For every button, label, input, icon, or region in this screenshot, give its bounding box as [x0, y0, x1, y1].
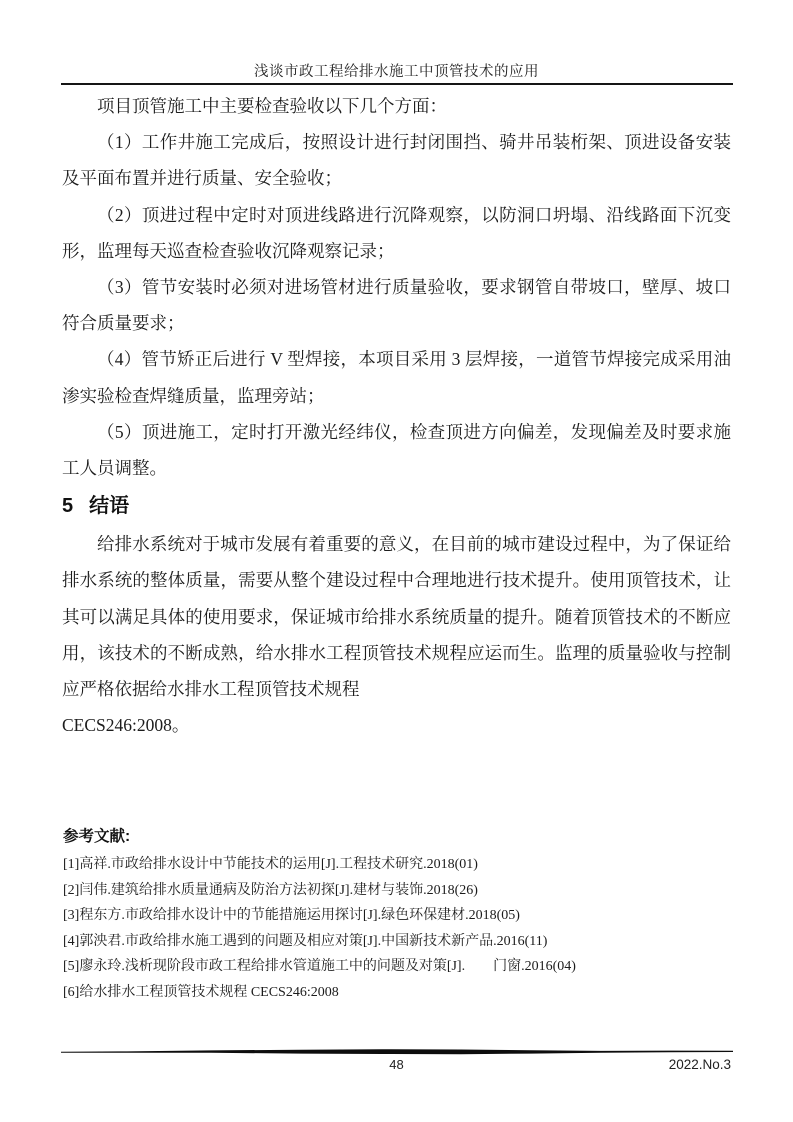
section-number: 5 — [62, 495, 74, 518]
page-number: 48 — [389, 1057, 404, 1072]
header-rule — [61, 83, 733, 85]
paragraph-intro: 项目顶管施工中主要检查验收以下几个方面： — [97, 96, 447, 116]
reference-item-1: [1]高祥.市政给排水设计中节能技术的运用[J].工程技术研究.2018(01) — [63, 857, 478, 872]
reference-item-5: [5]廖永玲.浅析现阶段市政工程给排水管道施工中的问题及对策[J]. 门窗.2016(04) — [63, 959, 576, 975]
section-heading-conclusion — [62, 486, 731, 526]
paragraph-item-4: （4）管节矫正后进行 V 型焊接，本项目采用 3 层焊接，一道管节焊接完成采用油渗实验检查焊缝质量，监理旁站； — [62, 349, 731, 406]
references-heading: 参考文献: — [63, 828, 131, 845]
issue-label: 2022.No.3 — [668, 1057, 731, 1072]
reference-item-3: [3]程东方.市政给排水设计中的节能措施运用探讨[J].绿色环保建材.2018(05) — [63, 908, 520, 924]
running-head-title: 浅谈市政工程给排水施工中顶管技术的应用 — [254, 64, 539, 80]
reference-item-4: [4]郭泱君.市政给排水施工遇到的问题及相应对策[J].中国新技术新产品.2016(11) — [63, 933, 548, 949]
paragraph-standard-code: CECS246:2008。 — [62, 715, 190, 736]
reference-item-2: [2]闫伟.建筑给排水质量通病及防治方法初探[J].建材与装饰.2018(26) — [63, 882, 478, 898]
article-body — [62, 88, 731, 743]
paragraph-conclusion: 给排水系统对于城市发展有着重要的意义，在目前的城市建设过程中，为了保证给排水系统的整体质量，需要从整个建设过程中合理地进行技术提升。使用顶管技术，让其可以满足具体的使用要求，保证城市给排水系统质量的提升。随着顶管技术的不断应用，该技术的不断成熟，给水排水工程顶管技术规程应运而生。监理的质量验收与控制应严格依据给水排水工程顶管技术规程 — [62, 534, 731, 700]
footer-rule — [61, 1049, 733, 1056]
paragraph-item-1: （1）工作井施工完成后，按照设计进行封闭围挡、骑井吊装桁架、顶进设备安装及平面布置并进行质量、安全验收； — [62, 132, 731, 189]
reference-item-6: [6]给水排水工程顶管技术规程 CECS246:2008 — [63, 984, 339, 1000]
paragraph-item-2: （2）顶进过程中定时对顶进线路进行沉降观察，以防洞口坍塌、沿线路面下沉变形，监理每天巡查检查验收沉降观察记录； — [62, 204, 731, 261]
section-title: 结语 — [89, 495, 130, 518]
paragraph-item-5: （5）顶进施工，定时打开激光经纬仪，检查顶进方向偏差，发现偏差及时要求施工人员调整。 — [62, 421, 731, 479]
references-section — [63, 822, 731, 1006]
paragraph-item-3: （3）管节安装时必须对进场管材进行质量验收，要求钢管自带坡口，壁厚、坡口符合质量要求； — [62, 277, 731, 334]
